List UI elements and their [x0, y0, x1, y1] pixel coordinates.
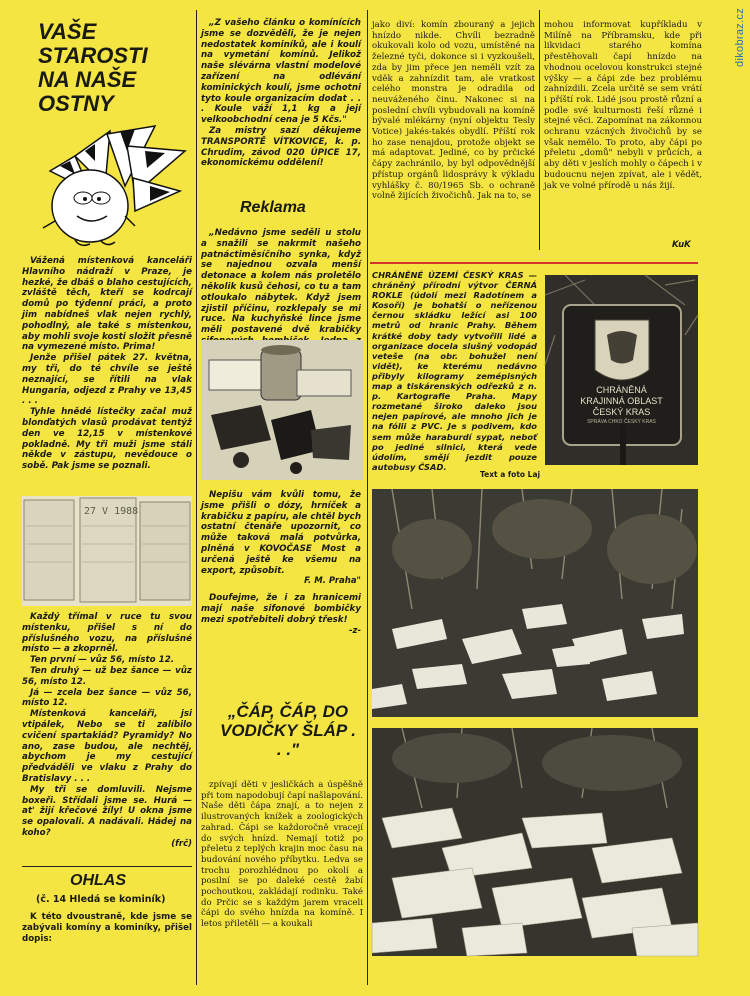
dump-photo-1	[372, 489, 698, 717]
ohlas-title: OHLAS	[70, 872, 126, 889]
paragraph: zpívají děti v jesličkách a úspěšně při tom napodobují čapí našlapování. Naše děti čápa znají, a to nejen z ilustrovaných knížek a zoologických zahrad. Čápi se každoročně vracejí do svých hnízd. Nemají totiž po přeletu z teplých krajin moc času na budování nového příbytku. Ledva se trochu porozhlédnou po okolí a posilní se po daleké cestě žabí pochoutkou, zakládají rodinku. Také do Prčic se s každým jarem vraceli čápi do svého hnízda na komíně. I letos přiletěli — a koukali	[201, 780, 363, 930]
paragraph: Jenže přišel pátek 27. května, my tři, do té chvíle se ještě neznající, se řítili na vlak Hungaria, odjezd z Prahy ve 13,45 . . .	[22, 353, 192, 407]
dump-photo-2	[372, 728, 698, 956]
ticket-date: 27 V 1988	[84, 506, 139, 517]
sign-text-small: SPRÁVA CHKO ČESKÝ KRAS	[587, 419, 656, 425]
paragraph: Ten první — vůz 56, místo 12.	[30, 655, 175, 666]
left-article	[22, 256, 192, 472]
reserve-sign-photo	[545, 275, 698, 465]
paragraph: Nepišu vám kvůli tomu, že jsme přišli o dózy, hrníček a krabičku z papíru, ale chtěl bych ostatní čtenáře upozornit, co může taková malá potvůrka, plněná v KOVOČASE Most a určená ještě ke všemu na export, způsobit.	[201, 490, 361, 576]
sign-text-3: ČESKÝ KRAS	[592, 407, 651, 417]
watermark: dikobraz.cz	[734, 8, 746, 67]
paragraph: Doufejme, že i za hranicemi mají naše sifonové bombičky mezi spotřebiteli dobrý třesk!	[201, 593, 361, 625]
tickets-photo	[22, 496, 192, 606]
cap-article-cont	[372, 20, 535, 202]
cartoon-hedgehog	[35, 116, 195, 251]
rule	[22, 866, 192, 867]
signature: KuK	[672, 240, 691, 250]
paragraph: mohou informovat kupříkladu v Milíně na Příbramsku, kde při likvidaci starého komína přestěhovali čapí hnízdo na vhodnou ocelovou konstrukci stejné výšky — a čápi zde bez problému zahnízdili. Zcela určitě se sem vrátí i příští rok. Lidé jsou prostě různí a podle své kulturnosti řeší různé i stejné věci. Zapomínat na zákonnou ochranu vzácných živočichů by se však nemělo. To proto, aby čápi po přeletu „domů" nebyli v průcích, a aby děti v jeslích mohly o čápech i v budoucnu nejen zpívat, ale i vědět, jak ve volné přírodě u nás žijí.	[544, 20, 702, 191]
body: — chráněný přírodní výtvor ČERNÁ ROKLE (údolí mezi Radotínem a Kosoří) je bohatší o neřízenou černou skládku ležící asi 100 metrů od hranic Prahy. Během krátké doby tady vytvořili lidé a organizace docela slušný vodopád veteše (na obr. bohužel není vidět), ke kterému nedávno přibyly kilogramy zemépisných map a tiskárenských odřezků z n. p. Kartografie Praha. Mapy rozmetané široko daleko jsou nejen papírové, ale mnoho jich je na fólii z PVC. Je s podivem, kdo sem může haraburdí sypat, neboť po jediné silnici, která vede údolím, smějí jezdit pouze autobusy ČSAD.	[372, 270, 537, 472]
paragraph: K této dvoustraně, kde jsme se zabývali komíny a kominíky, přišel dopis:	[22, 912, 192, 944]
paragraph: Já — zcela bez šance — vůz 56, místo 12.	[22, 687, 192, 709]
paragraph: Za mistry sazí děkujeme TRANSPORTĚ VÍTKOVICE, k. p. Chrudim, závod 020 ÚPICE 17, ekonomickému oddělení!	[201, 125, 361, 169]
reklama-article-cont	[201, 490, 361, 636]
paragraph: jako diví: komín zbouraný a jejich hnízdo nikde. Chvíli bezradně okukovali kolo od vozu, umístěné na železné tyči, dokonce si i vyzkoušeli, zda by jim přece jen neměli vzít za vděk a zahnízdit tam, ale vratkost celého monstra je odradila od neuváženého činu. Nakonec si na poslední chvíli vybudovali na komíně bývalé mlékárny (nyní objektu Tesly Votice) jakés-takés obydlí. Příští rok ho zase nenajdou, protože objekt se má adaptovat. Jediné, co by prčické čápy zachránilo, by byl odpovědnější přístup orgánů lidosprávy k výkladu vyhlášky č. 80/1965 Sb. o ochraně volně žijících živočichů. Jak na to, se	[372, 20, 535, 202]
sign-text-2: KRAJINNÁ OBLAST	[580, 396, 663, 406]
column-rule	[539, 10, 540, 250]
paragraph: Místenková kanceláři, jsi vtipálek, Nebo se ti zalíbilo cvičení spartakiád? Pyramidy? No ano, zase budou, ale nechtěj, abychom je my cestující předváděli ve vlaku z Prahy do Bratislavy . . .	[22, 709, 192, 784]
paragraph: Vážená místenková kanceláři Hlavního nádraží v Praze, je hezké, že dbáš o blaho cestujících, zvláště těch, kteří se kodrcají domů po týdenní práci, a proto jim nabídneš vlak nejen rychlý, pohodlný, ale také s místenkou, aby mohli svoje kosti složit přesně na vymezené místo. Prima!	[22, 256, 192, 353]
paragraph: Ten druhý — už bez šance — vůz 56, místo 12.	[22, 665, 192, 687]
sign-text-1: CHRÁNĚNÁ	[596, 385, 647, 395]
reklama-article	[201, 228, 361, 336]
column-rule	[196, 10, 197, 985]
paragraph: Každý třímal v ruce tu svou místenku, přišel s ní do příslušného vozu, na příslušné místo — a zkoprněl.	[22, 612, 192, 655]
reklama-title: Reklama	[240, 199, 306, 216]
red-divider	[370, 262, 698, 264]
cesky-kras-article	[372, 270, 537, 472]
paragraph: Tyhle hnědé lístečky začal muž blonďatých vlasů prodávat tentýž den ve 12,15 v místenkové pokladně. My tři muži jsme stáli někde v zástupu, nevědouce o sobě. Pak jsme se poznali.	[22, 407, 192, 472]
paragraph: „Nedávno jsme seděli u stolu a snažili se nakrmit našeho patnáctiměsíčního synka, když se najednou ozvala menší detonace a kolem nás proletělo několik kusů čehosi, co tu a tam otloukalo nábytek. Když jsem zjistil příčinu, rozklepaly se mi ruce. Na kuchyňské lince jsme měli postavené dvě krabičky	[201, 228, 361, 336]
lead: CHRÁNĚNÉ ÚZEMÍ ČESKÝ KRAS	[372, 270, 524, 280]
photo-credit: Text a foto Laj	[480, 470, 541, 479]
cap-article-end	[544, 20, 702, 191]
signature: F. M. Praha"	[304, 576, 361, 587]
signature: (frč)	[171, 838, 192, 849]
cap-title: „ČÁP, ČÁP, DO VODIČKY ŠLÁP . . ."	[219, 702, 357, 759]
left-article-cont	[22, 612, 192, 850]
letter	[201, 18, 361, 169]
siphon-photo	[201, 340, 363, 480]
column-rule	[367, 10, 368, 985]
ohlas-intro	[22, 912, 192, 944]
paragraph: „Z vašeho článku o komínících jsme se dozvěděli, že je nejen nedostatek kominíků, ale i koulí na vymetání komínů. Jelikož naše slévárna vlastní modelové zařízení na odlévání kominických koulí, jsme ochotni tyto koule organizacím dodat . . . Koule váží 1,1 kg a její velkoobchodní cena je 5 Kčs."	[201, 18, 361, 126]
cap-article	[201, 780, 363, 930]
ohlas-subtitle: (č. 14 Hledá se kominík)	[36, 894, 166, 905]
column-title: VAŠE STAROSTI NA NAŠE OSTNY	[38, 19, 148, 116]
signature: -z-	[348, 625, 361, 636]
paragraph: My tři se domluvili. Nejsme boxeři. Střídali jsme se. Hurá — at' žijí křečové žíly! U okna jsme se opalovali. A nadávali. Hádej na koho?	[22, 784, 192, 838]
